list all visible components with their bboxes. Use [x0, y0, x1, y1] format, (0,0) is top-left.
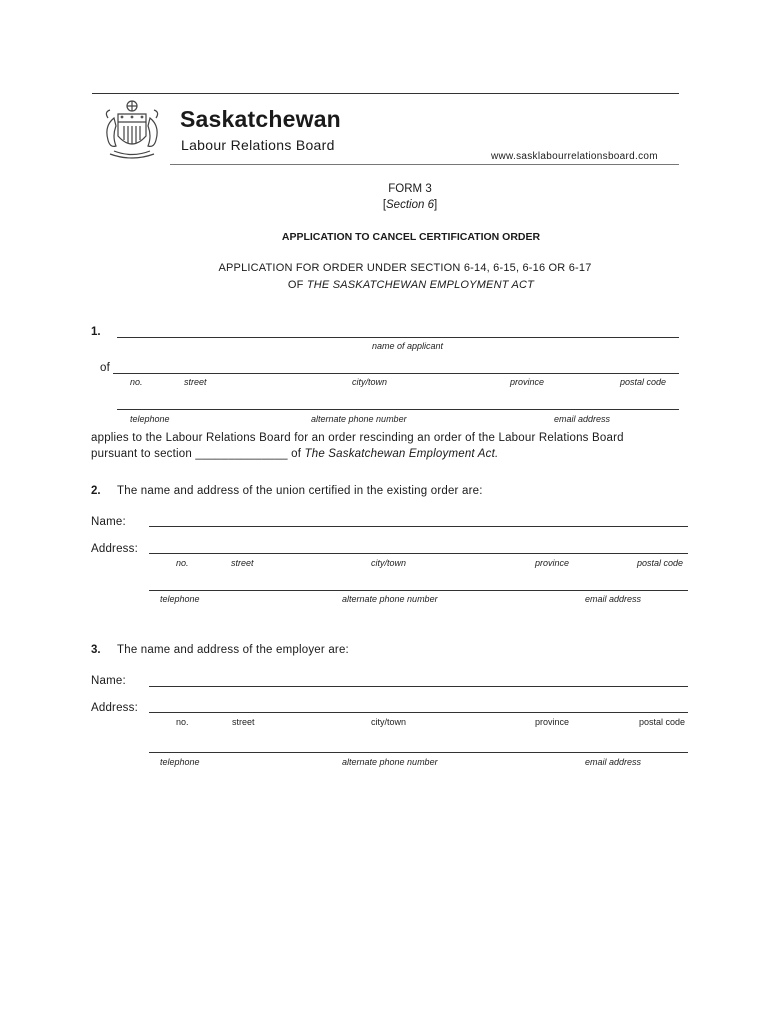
coat-of-arms-icon — [100, 96, 164, 164]
caption-telephone: telephone — [160, 757, 200, 767]
caption-no: no. — [176, 558, 189, 568]
caption-telephone: telephone — [160, 594, 200, 604]
caption-postal: postal code — [637, 558, 684, 568]
employer-address-label: Address: — [91, 702, 138, 714]
subtitle-of: OF — [287, 279, 307, 291]
caption-name-of-applicant: name of applicant — [372, 341, 444, 351]
applicant-address-line[interactable] — [113, 373, 679, 374]
caption-province: province — [510, 377, 545, 387]
caption-no: no. — [176, 717, 189, 727]
part3-heading: The name and address of the employer are: — [117, 644, 349, 656]
caption-email: email address — [585, 757, 642, 767]
form-number: FORM 3 — [388, 183, 432, 195]
of-label: of — [100, 362, 110, 374]
part3-number: 3. — [91, 644, 101, 656]
act-title: The Saskatchewan Employment Act. — [304, 448, 499, 460]
caption-no: no. — [130, 377, 143, 387]
part2-heading: The name and address of the union certified in the existing order are: — [117, 485, 483, 497]
section-ref-close: ] — [433, 199, 438, 211]
subtitle-act: THE SASKATCHEWAN EMPLOYMENT ACT — [306, 279, 535, 291]
caption-alt-phone: alternate phone number — [342, 757, 438, 767]
applicant-contact-line[interactable] — [117, 409, 679, 410]
website-link[interactable]: www.sasklabourrelationsboard.com — [491, 151, 658, 162]
caption-street: street — [184, 377, 207, 387]
caption-telephone: telephone — [130, 414, 170, 424]
pursuant-text: pursuant to section — [91, 448, 196, 460]
part1-body-line1: applies to the Labour Relations Board for an order rescinding an order of the Labour Relations Board — [91, 432, 624, 444]
caption-street: street — [232, 717, 255, 727]
caption-city: city/town — [371, 717, 407, 727]
union-name-line[interactable] — [149, 526, 688, 527]
applicant-name-line[interactable] — [117, 337, 679, 338]
form-subtitle-line1: APPLICATION FOR ORDER UNDER SECTION 6-14, 6-15, 6-16 OR 6-17 — [218, 262, 592, 274]
board-name: Labour Relations Board — [181, 137, 335, 153]
org-name: Saskatchewan — [180, 106, 341, 132]
form-subtitle-line2 — [0, 279, 770, 291]
of-text: of — [287, 448, 305, 460]
section-reference — [0, 199, 770, 211]
caption-province: province — [535, 558, 570, 568]
employer-name-line[interactable] — [149, 686, 688, 687]
section-ref-open: [ — [382, 199, 387, 211]
union-contact-line[interactable] — [149, 590, 688, 591]
union-address-label: Address: — [91, 543, 138, 555]
part1-body-line2 — [91, 448, 498, 460]
employer-name-label: Name: — [91, 675, 126, 687]
section-ref-text: Section 6 — [386, 199, 434, 211]
caption-email: email address — [554, 414, 611, 424]
union-address-line[interactable] — [149, 553, 688, 554]
header-top-rule — [92, 93, 679, 94]
form-title: APPLICATION TO CANCEL CERTIFICATION ORDER — [281, 231, 541, 243]
caption-alt-phone: alternate phone number — [311, 414, 407, 424]
header-website-rule — [170, 164, 679, 165]
part1-number: 1. — [91, 326, 101, 338]
caption-province: province — [535, 717, 570, 727]
caption-city: city/town — [352, 377, 388, 387]
caption-postal: postal code — [620, 377, 667, 387]
caption-postal: postal code — [639, 717, 686, 727]
caption-alt-phone: alternate phone number — [342, 594, 438, 604]
part2-number: 2. — [91, 485, 101, 497]
union-name-label: Name: — [91, 516, 126, 528]
section-blank[interactable]: ______________ — [195, 448, 288, 460]
caption-city: city/town — [371, 558, 407, 568]
caption-email: email address — [585, 594, 642, 604]
employer-contact-line[interactable] — [149, 752, 688, 753]
caption-street: street — [231, 558, 254, 568]
employer-address-line[interactable] — [149, 712, 688, 713]
